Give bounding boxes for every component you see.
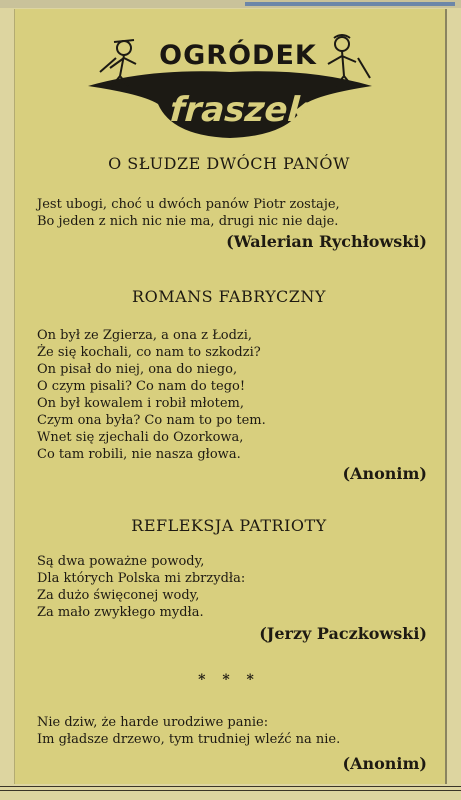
poem-line: O czym pisali? Co nam do tego! xyxy=(37,379,246,394)
poem-body-3 xyxy=(37,553,437,621)
poem-line: Za dużo święconej wody, xyxy=(37,588,200,603)
masthead xyxy=(80,28,380,146)
bottom-rule xyxy=(0,786,461,787)
poem-line: Za mało zwykłego mydła. xyxy=(37,605,204,620)
poem-line: On był ze Zgierza, a ona z Łodzi, xyxy=(37,328,253,343)
top-blue-bar xyxy=(245,2,455,6)
poem-author-2: (Anonim) xyxy=(342,464,427,483)
top-strip xyxy=(0,0,461,8)
poem-line: Że się kochali, co nam to szkodzi? xyxy=(37,345,261,360)
poem-title-3: REFLEKSJA PATRIOTY xyxy=(131,516,327,535)
poem-title-2: ROMANS FABRYCZNY xyxy=(132,287,326,306)
poem-title-1: O SŁUDZE DWÓCH PANÓW xyxy=(108,154,350,173)
poem-line: Nie dziw, że harde urodziwe panie: xyxy=(37,715,269,730)
poem-body-2 xyxy=(37,327,437,463)
poem-line: Co tam robili, nie nasza głowa. xyxy=(37,447,241,462)
poem-line: Im gładsze drzewo, tym trudniej wleźć na nie. xyxy=(37,732,341,747)
poem-author-4: (Anonim) xyxy=(342,754,427,773)
poem-line: Dla których Polska mi zbrzydła: xyxy=(37,571,246,586)
bottom-rule xyxy=(0,790,461,791)
poem-author-3: (Jerzy Paczkowski) xyxy=(259,624,427,643)
poem-title-4: * * * xyxy=(198,672,260,688)
poem-author-1: (Walerian Rychłowski) xyxy=(226,232,427,251)
poem-line: Czym ona była? Co nam to po tem. xyxy=(37,413,266,428)
poem-line: Jest ubogi, choć u dwóch panów Piotr zostaje, xyxy=(37,197,340,212)
poem-line: On był kowalem i robił młotem, xyxy=(37,396,244,411)
poem-line: Bo jeden z nich nic nie ma, drugi nic nie daje. xyxy=(37,214,339,229)
masthead-title: OGRÓDEK xyxy=(159,40,317,71)
poem-body-4 xyxy=(37,714,437,748)
poem-line: On pisał do niej, ona do niego, xyxy=(37,362,238,377)
poem-line: Są dwa poważne powody, xyxy=(37,554,205,569)
poem-line: Wnet się zjechali do Ozorkowa, xyxy=(37,430,244,445)
masthead-subtitle: fraszek xyxy=(168,90,312,130)
poem-body-1 xyxy=(37,196,437,230)
